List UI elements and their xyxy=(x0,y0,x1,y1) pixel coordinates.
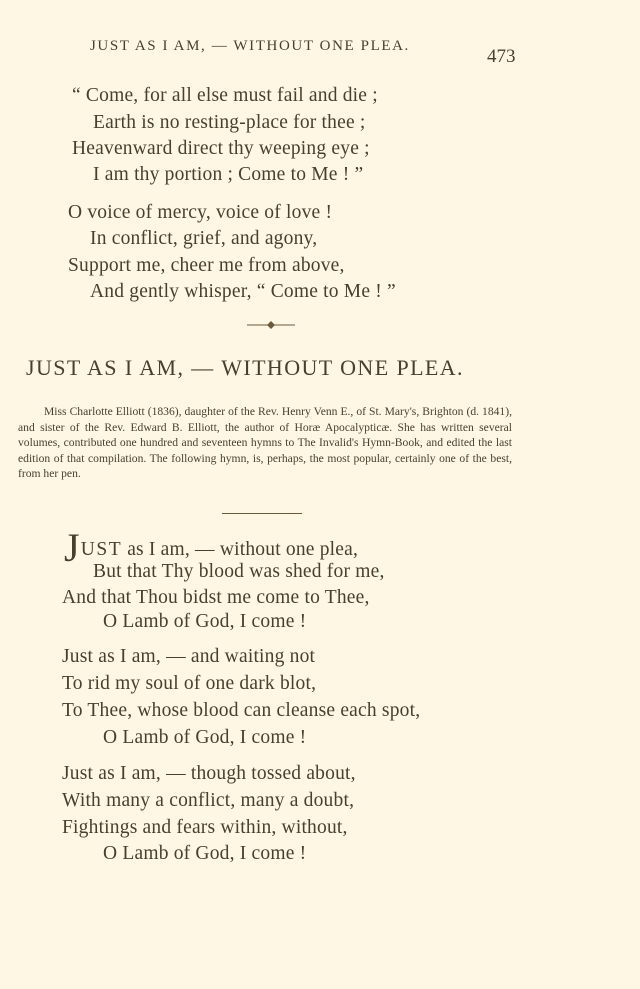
verse-line: O Lamb of God, I come ! xyxy=(103,611,307,632)
verse-line: Earth is no resting-place for thee ; xyxy=(93,112,366,133)
hymn-note xyxy=(18,404,512,482)
page-number: 473 xyxy=(487,46,516,67)
verse-line: In conflict, grief, and agony, xyxy=(90,228,318,249)
hymn-title: JUST AS I AM, — WITHOUT ONE PLEA. xyxy=(26,355,464,380)
verse-line: With many a conflict, many a doubt, xyxy=(62,790,355,811)
first-word-rest: UST xyxy=(80,539,123,560)
verse-line: Heavenward direct thy weeping eye ; xyxy=(72,138,370,159)
verse-line: And that Thou bidst me come to Thee, xyxy=(62,587,370,608)
divider-rule xyxy=(222,513,302,514)
verse-line: “ Come, for all else must fail and die ; xyxy=(72,85,378,106)
verse-line: To rid my soul of one dark blot, xyxy=(62,673,317,694)
verse-line: O Lamb of God, I come ! xyxy=(103,843,307,864)
verse-line: O Lamb of God, I come ! xyxy=(103,727,307,748)
verse-line: But that Thy blood was shed for me, xyxy=(93,561,385,582)
hymn-note-text: Miss Charlotte Elliott (1836), daughter of the Rev. Henry Venn E., of St. Mary's, Brighton (d. 1841), and sister of the Rev. Edward B. Elliott, the author of Horæ Apocalypticæ. She has written several volumes, contributed one hundred and seventeen hymns to The Invalid's Hymn-Book, and edited the last edition of that compilation. The following hymn, is, perhaps, the most popular, certainly one of the best, from her pen. xyxy=(18,405,512,481)
verse-line: O voice of mercy, voice of love ! xyxy=(68,202,333,223)
running-head: JUST AS I AM, — WITHOUT ONE PLEA. xyxy=(90,38,410,54)
verse-line: Just as I am, — though tossed about, xyxy=(62,763,356,784)
first-line-rest: as I am, — without one plea, xyxy=(122,539,359,560)
verse-line: To Thee, whose blood can cleanse each spot, xyxy=(62,700,421,721)
first-line xyxy=(64,525,359,570)
verse-line: And gently whisper, “ Come to Me ! ” xyxy=(90,281,396,302)
drop-cap: J xyxy=(64,525,80,570)
verse-line: Fightings and fears within, without, xyxy=(62,817,348,838)
section-ornament xyxy=(247,318,295,332)
verse-line: Support me, cheer me from above, xyxy=(68,255,345,276)
verse-line: I am thy portion ; Come to Me ! ” xyxy=(93,164,364,185)
verse-line: Just as I am, — and waiting not xyxy=(62,646,316,667)
